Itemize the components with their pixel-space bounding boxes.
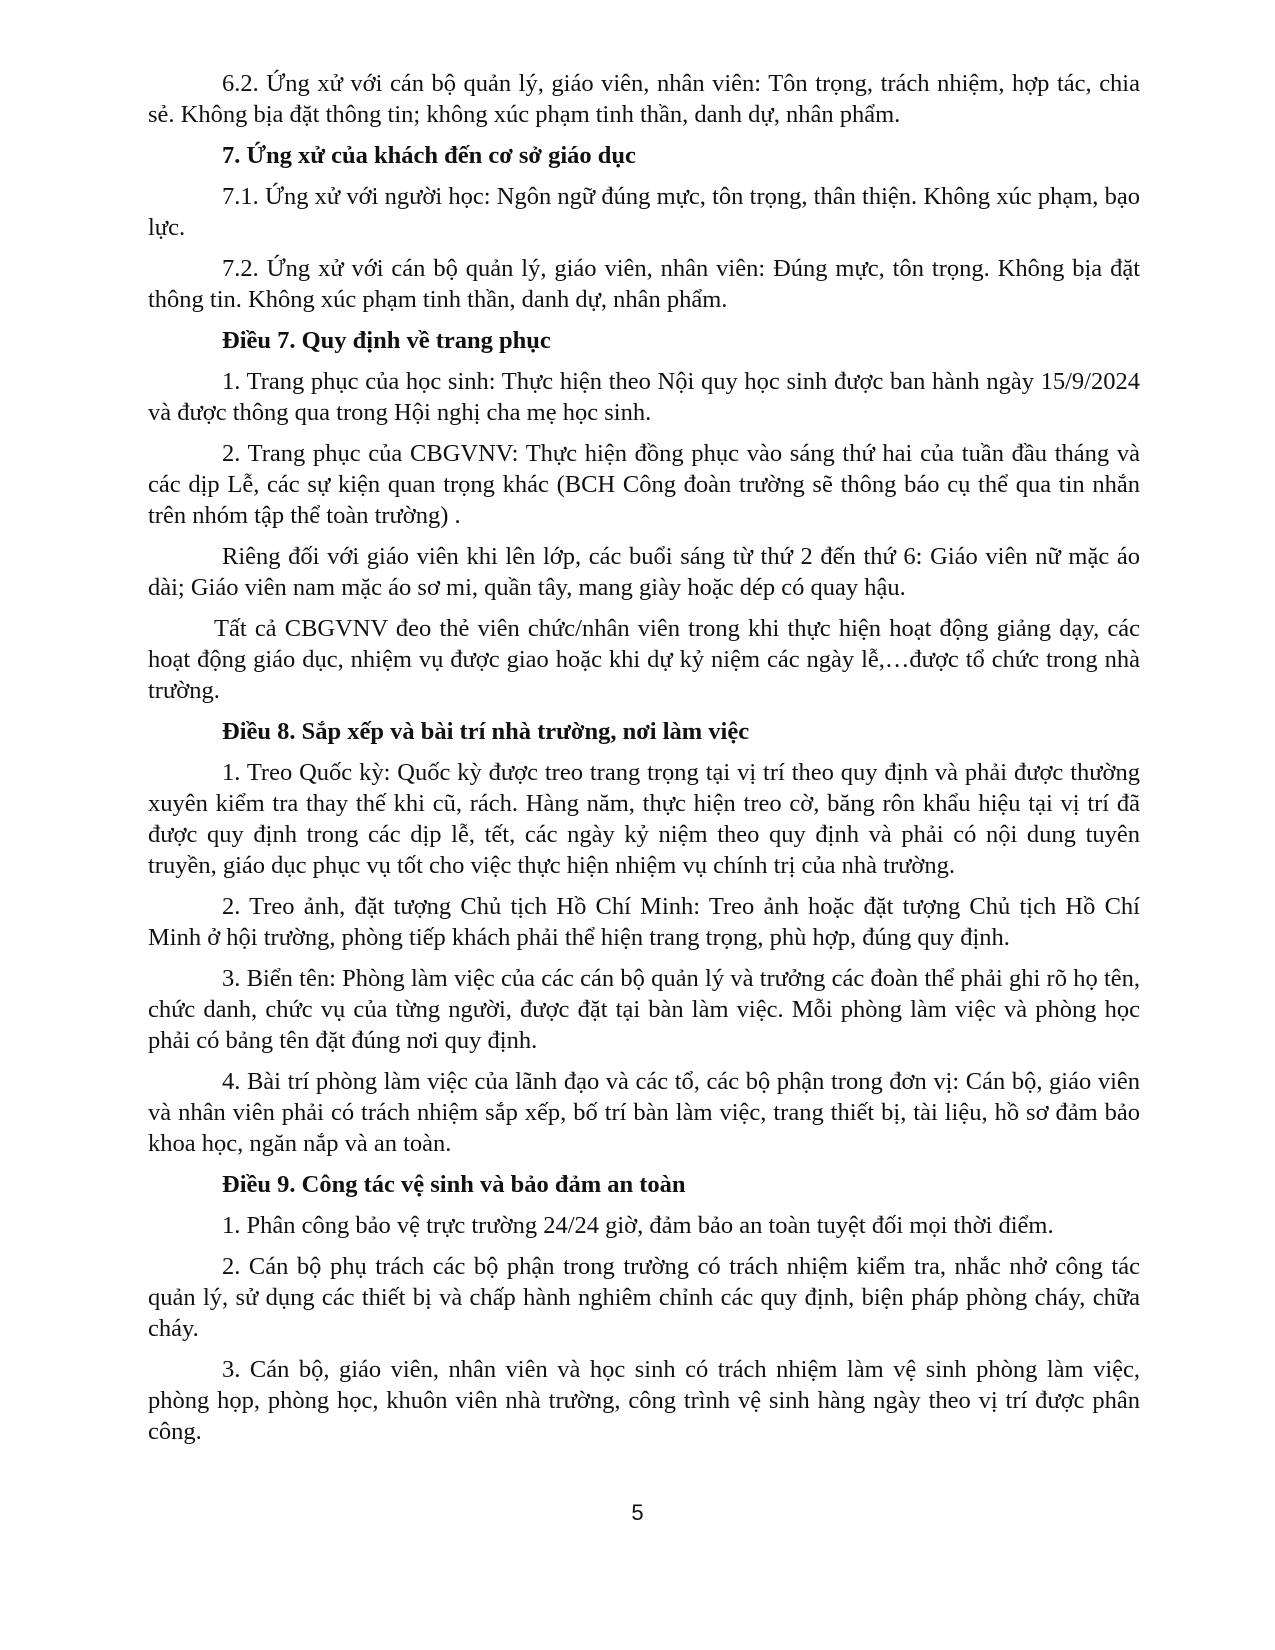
section-heading-7: 7. Ứng xử của khách đến cơ sở giáo dục (222, 142, 636, 169)
paragraph-6-2: 6.2. Ứng xử với cán bộ quản lý, giáo viên, nhân viên: Tôn trọng, trách nhiệm, hợp tác, chia sẻ. Không bịa đặt thông tin; không xúc phạm tinh thần, danh dự, nhân phẩm. (148, 70, 1140, 128)
paragraph-uniform-teachers: Riêng đối với giáo viên khi lên lớp, các buổi sáng từ thứ 2 đến thứ 6: Giáo viên nữ mặc áo dài; Giáo viên nam mặc áo sơ mi, quần tây, mang giày hoặc dép có quay hậu. (148, 543, 1140, 601)
paragraph-fire-safety: 2. Cán bộ phụ trách các bộ phận trong trường có trách nhiệm kiểm tra, nhắc nhở công tác quản lý, sử dụng các thiết bị và chấp hành nghiêm chỉnh các quy định, biện pháp phòng cháy, chữa cháy. (148, 1253, 1140, 1342)
paragraph-security-duty: 1. Phân công bảo vệ trực trường 24/24 giờ, đảm bảo an toàn tuyệt đối mọi thời điểm. (222, 1212, 1054, 1239)
paragraph-name-plates: 3. Biển tên: Phòng làm việc của các cán bộ quản lý và trưởng các đoàn thể phải ghi rõ họ tên, chức danh, chức vụ của từng người, được đặt tại bàn làm việc. Mỗi phòng làm việc và phòng học phải có bảng tên đặt đúng nơi quy định. (148, 965, 1140, 1054)
paragraph-office-arrangement: 4. Bài trí phòng làm việc của lãnh đạo và các tổ, các bộ phận trong đơn vị: Cán bộ, giáo viên và nhân viên phải có trách nhiệm sắp xếp, bố trí bàn làm việc, trang thiết bị, tài liệu, hồ sơ đảm bảo khoa học, ngăn nắp và an toàn. (148, 1068, 1140, 1157)
paragraph-uniform-staff: 2. Trang phục của CBGVNV: Thực hiện đồng phục vào sáng thứ hai của tuần đầu tháng và các dịp Lễ, các sự kiện quan trọng khác (BCH Công đoàn trường sẽ thông báo cụ thể qua tin nhắn trên nhóm tập thể toàn trường) . (148, 440, 1140, 529)
article-heading-8: Điều 8. Sắp xếp và bài trí nhà trường, nơi làm việc (222, 718, 750, 745)
paragraph-uniform-students: 1. Trang phục của học sinh: Thực hiện theo Nội quy học sinh được ban hành ngày 15/9/2024 và được thông qua trong Hội nghị cha mẹ học sinh. (148, 368, 1140, 426)
paragraph-7-1: 7.1. Ứng xử với người học: Ngôn ngữ đúng mực, tôn trọng, thân thiện. Không xúc phạm, bạo lực. (148, 183, 1140, 241)
paragraph-7-2: 7.2. Ứng xử với cán bộ quản lý, giáo viên, nhân viên: Đúng mực, tôn trọng. Không bịa đặt thông tin. Không xúc phạm tinh thần, danh dự, nhân phẩm. (148, 255, 1140, 313)
article-heading-9: Điều 9. Công tác vệ sinh và bảo đảm an toàn (222, 1171, 686, 1198)
paragraph-national-flag: 1. Treo Quốc kỳ: Quốc kỳ được treo trang trọng tại vị trí theo quy định và phải được thường xuyên kiểm tra thay thế khi cũ, rách. Hàng năm, thực hiện treo cờ, băng rôn khẩu hiệu tại vị trí đã được quy định trong các dịp lễ, tết, các ngày kỷ niệm theo quy định và phải có nội dung tuyên truyền, giáo dục phục vụ tốt cho việc thực hiện nhiệm vụ chính trị của nhà trường. (148, 759, 1140, 879)
paragraph-staff-badge: Tất cả CBGVNV đeo thẻ viên chức/nhân viên trong khi thực hiện hoạt động giảng dạy, các hoạt động giáo dục, nhiệm vụ được giao hoặc khi dự kỷ niệm các ngày lễ,…được tổ chức trong nhà trường. (148, 615, 1140, 704)
document-page (148, 68, 1140, 1457)
paragraph-ho-chi-minh-portrait: 2. Treo ảnh, đặt tượng Chủ tịch Hồ Chí Minh: Treo ảnh hoặc đặt tượng Chủ tịch Hồ Chí Minh ở hội trường, phòng tiếp khách phải thể hiện trang trọng, phù hợp, đúng quy định. (148, 893, 1140, 951)
paragraph-cleaning: 3. Cán bộ, giáo viên, nhân viên và học sinh có trách nhiệm làm vệ sinh phòng làm việc, phòng họp, phòng học, khuôn viên nhà trường, công trình vệ sinh hàng ngày theo vị trí được phân công. (148, 1356, 1140, 1445)
article-heading-7: Điều 7. Quy định về trang phục (222, 327, 551, 354)
page-number: 5 (631, 1500, 644, 1525)
